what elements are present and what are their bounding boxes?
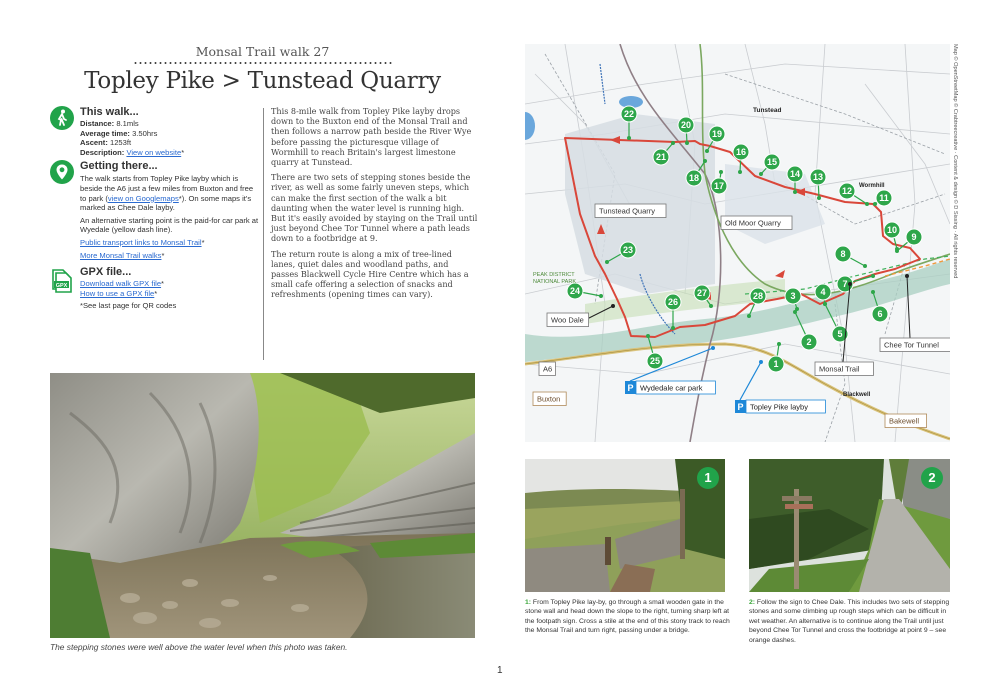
getting-there-heading: Getting there... <box>80 160 158 173</box>
column-divider <box>263 108 264 360</box>
parking-label-text: Wydedale car park <box>640 383 703 393</box>
asterisk: * <box>161 250 165 260</box>
alternative-start-text: An alternative starting point is the paid-for car park at Wyedale (yellow dash line). <box>80 215 259 235</box>
waypoint-number: 27 <box>696 288 708 299</box>
getting-there-text <box>80 174 260 212</box>
more-walks-link[interactable]: More Monsal Trail walks <box>80 250 162 260</box>
map-label-national-park: NATIONAL PARK <box>533 279 576 285</box>
ascent-value: 1253ft <box>109 138 132 148</box>
waypoint-number: 28 <box>752 291 764 302</box>
waypoint-anchor <box>709 304 713 308</box>
download-gpx-row <box>80 279 260 289</box>
parking-symbol: P <box>737 402 744 412</box>
waypoint-number: 9 <box>911 232 917 243</box>
series-label: Monsal Trail walk 27 <box>195 44 330 59</box>
waypoint-number: 17 <box>713 181 725 192</box>
waypoint-anchor <box>719 170 723 174</box>
waypoint-number: 14 <box>789 169 801 180</box>
map-label-tunstead-quarry <box>595 204 666 218</box>
lake <box>525 112 535 140</box>
map-label-chee-tor-tunnel <box>880 338 950 352</box>
waypoint-number: 15 <box>766 157 778 168</box>
step-badge: 1 <box>697 467 719 489</box>
asterisk: * <box>181 147 185 157</box>
waypoint-number: 3 <box>790 291 796 302</box>
gpx-icon-text: GPX <box>55 283 68 290</box>
waypoint-anchor <box>817 196 821 200</box>
waypoint-anchor <box>795 307 799 311</box>
waypoint-anchor <box>671 141 675 145</box>
parking-anchor <box>759 360 763 364</box>
start-text: The walk starts from Topley Pike layby which is beside the A6 just a few miles from Buxton and free to park ( <box>80 174 254 203</box>
waypoint-number: 4 <box>820 287 826 298</box>
waypoint-1[interactable] <box>768 342 784 372</box>
label-text: Old Moor Quarry <box>725 218 781 228</box>
waypoint-anchor <box>873 202 877 206</box>
map-credit-text: Map © OpenStreetMap © Crabtreecreative · Content & design © D Sissing · All rights reserved <box>952 44 958 279</box>
gpx-file-icon <box>50 266 74 294</box>
waypoint-anchor <box>685 141 689 145</box>
label-leader-dot <box>848 282 852 286</box>
parking-label-text: Topley Pike layby <box>750 402 808 412</box>
step-1-caption <box>525 598 730 636</box>
map-label-woo-dale <box>547 313 589 327</box>
waypoint-anchor <box>793 190 797 194</box>
waypoint-number: 16 <box>735 147 747 158</box>
waypoint-number: 25 <box>649 356 661 367</box>
label-text: Monsal Trail <box>819 364 860 374</box>
signpost-trail-illustration <box>749 459 950 592</box>
waypoint-anchor <box>605 260 609 264</box>
map-label-wormhill: Wormhill <box>859 183 885 189</box>
map-canvas <box>525 44 950 442</box>
photo-illustration <box>50 373 475 638</box>
map-label-peak-district: PEAK DISTRICT <box>533 272 575 278</box>
label-text: Tunstead Quarry <box>599 206 655 216</box>
label-text: Bakewell <box>889 416 920 426</box>
step-badge: 2 <box>921 467 943 489</box>
label-text: Woo Dale <box>551 315 584 325</box>
time-value: 3.50hrs <box>132 128 158 138</box>
waypoint-10[interactable] <box>884 222 900 251</box>
waypoint-number: 7 <box>842 279 848 290</box>
waypoint-anchor <box>871 290 875 294</box>
waypoint-number: 21 <box>655 152 667 163</box>
description-label: Description: <box>80 147 125 157</box>
step-text: Follow the sign to Chee Dale. This includes two sets of stepping stones and some climbing up rough steps which can be difficult in wet weather. An alternative is to continue along the Trail until just beyond Chee Tor Tunnel and cross the footbridge at point 9 – see orange dashes. <box>749 599 950 644</box>
step-2-photo <box>749 459 950 592</box>
label-text: A6 <box>543 364 553 374</box>
step-text: From Topley Pike lay-by, go through a small wooden gate in the stone wall and head down the slope to the right, turning sharp left at the footpath sign. Cross a stile at the end of this stony track to reach the Monsal Trail and turn right, passing under a bridge. <box>525 599 730 635</box>
stone-wall-gate-illustration <box>525 459 725 592</box>
googlemaps-link[interactable]: view on Googlemaps <box>107 193 179 203</box>
label-leader-dot <box>611 304 615 308</box>
download-gpx-link[interactable]: Download walk GPX file <box>80 279 162 289</box>
map-label-buxton <box>533 392 566 406</box>
waypoint-11[interactable] <box>873 190 892 206</box>
stepping-stones-photo <box>50 373 475 638</box>
waypoint-number: 26 <box>667 297 679 308</box>
ascent-row <box>80 138 260 148</box>
waypoint-number: 1 <box>773 359 779 370</box>
waypoint-anchor <box>671 326 675 330</box>
page-number: 1 <box>497 665 503 676</box>
waypoint-number: 23 <box>622 245 634 256</box>
map-credit <box>948 44 962 314</box>
layby-text: *). On some maps it's marked as Chee Dale layby. <box>80 193 252 213</box>
step-number: 2: <box>749 599 756 606</box>
waypoint-number: 19 <box>711 129 723 140</box>
waypoint-anchor <box>646 334 650 338</box>
waypoint-anchor <box>747 314 751 318</box>
asterisk: * <box>161 279 165 289</box>
asterisk: * <box>201 237 205 247</box>
ascent-label: Ascent: <box>80 138 108 148</box>
label-text: Chee Tor Tunnel <box>884 340 939 350</box>
asterisk: * <box>154 288 158 298</box>
waypoint-anchor <box>895 247 899 251</box>
waypoint-number: 10 <box>886 225 898 236</box>
map-label-old-moor-quarry <box>721 216 792 230</box>
waypoint-anchor <box>738 170 742 174</box>
distance-label: Distance: <box>80 119 115 128</box>
getting-there-section <box>50 160 260 260</box>
gpx-section <box>50 266 260 311</box>
waypoint-anchor <box>759 172 763 176</box>
waypoint-number: 18 <box>688 173 700 184</box>
waypoint-number: 13 <box>812 172 824 183</box>
waypoint-anchor <box>599 294 603 298</box>
waypoint-number: 22 <box>623 109 635 120</box>
waypoint-number: 20 <box>680 120 692 131</box>
this-walk-heading: This walk... <box>80 106 139 118</box>
waypoint-8[interactable] <box>835 246 867 268</box>
parking-leader <box>740 362 761 400</box>
step-2-caption <box>749 598 954 645</box>
walker-icon <box>50 106 74 130</box>
time-label: Average time: <box>80 128 130 138</box>
waypoint-anchor <box>703 159 707 163</box>
distance-row <box>80 119 260 129</box>
qr-footnote: *See last page for QR codes <box>80 301 177 311</box>
gpx-heading: GPX file... <box>80 266 132 279</box>
map-label-blackwell: Blackwell <box>843 392 871 398</box>
location-pin-icon <box>50 160 74 184</box>
this-walk-section <box>50 106 260 157</box>
map-label-tunstead: Tunstead <box>753 107 782 114</box>
map-label-monsal-trail <box>815 362 873 376</box>
info-column <box>50 106 260 311</box>
waypoint-anchor <box>777 342 781 346</box>
view-on-website-link[interactable]: View on website <box>126 147 182 157</box>
dotted-divider <box>133 61 393 65</box>
parking-anchor <box>711 346 715 350</box>
waypoint-anchor <box>823 302 827 306</box>
parking-wyedale-car-park[interactable] <box>625 346 715 394</box>
waypoint-number: 5 <box>837 329 843 340</box>
waypoint-number: 2 <box>806 337 812 348</box>
label-leader-dot <box>905 274 909 278</box>
waypoint-number: 12 <box>841 186 853 197</box>
page-title: Topley Pike > Tunstead Quarry <box>84 68 441 94</box>
intro-paragraph: The return route is along a mix of tree-lined lanes, quiet dales and woodland paths, and passes Blackwell Cycle Hire Centre which has a small cafe offering a selection of snacks and refreshments (opening times can vary). <box>271 248 469 300</box>
waypoint-anchor <box>705 149 709 153</box>
intro-text <box>271 106 478 305</box>
waypoint-anchor <box>863 264 867 268</box>
waypoint-number: 24 <box>569 286 581 297</box>
time-row <box>80 129 260 139</box>
map-label-a6 <box>539 362 555 376</box>
waypoint-anchor <box>865 202 869 206</box>
waypoint-number: 11 <box>879 193 889 204</box>
intro-paragraph: There are two sets of stepping stones beside the river, as well as some fairly uneven steps, which can make the first section of the walk a bit daunting when the water level is running high. But it's easily avoided by staying on the Trail until just beyond Chee Tor Tunnel where a path leads down to a footbridge at 9. <box>271 172 478 244</box>
intro-paragraph: This 8-mile walk from Topley Pike layby drops down to the Buxton end of the Monsal Trail and then follows a narrow path beside the River Wye before passing the picturesque village of Wormhill to reach Britain's largest limestone quarry at Tunstead. <box>271 106 472 168</box>
waypoint-number: 6 <box>877 309 883 320</box>
more-walks-row <box>80 251 260 261</box>
description-row <box>80 148 260 158</box>
waypoint-anchor <box>627 136 631 140</box>
map-label-bakewell <box>885 414 927 428</box>
howto-gpx-row <box>80 289 260 299</box>
waypoint-anchor <box>871 274 875 278</box>
distance-value: 8.1mls <box>116 119 139 128</box>
label-text: Buxton <box>537 394 561 404</box>
transport-row <box>80 238 260 248</box>
parking-symbol: P <box>627 383 634 393</box>
waypoint-number: 8 <box>840 249 846 260</box>
parking-leader <box>630 348 713 381</box>
photo-caption: The stepping stones were well above the water level when this photo was taken. <box>50 642 348 652</box>
step-1-photo <box>525 459 725 592</box>
step-number: 1: <box>525 599 532 606</box>
public-transport-link[interactable]: Public transport links to Monsal Trail <box>80 237 202 247</box>
how-to-use-gpx-link[interactable]: How to use a GPX file <box>80 288 155 298</box>
route-map[interactable] <box>525 44 950 442</box>
